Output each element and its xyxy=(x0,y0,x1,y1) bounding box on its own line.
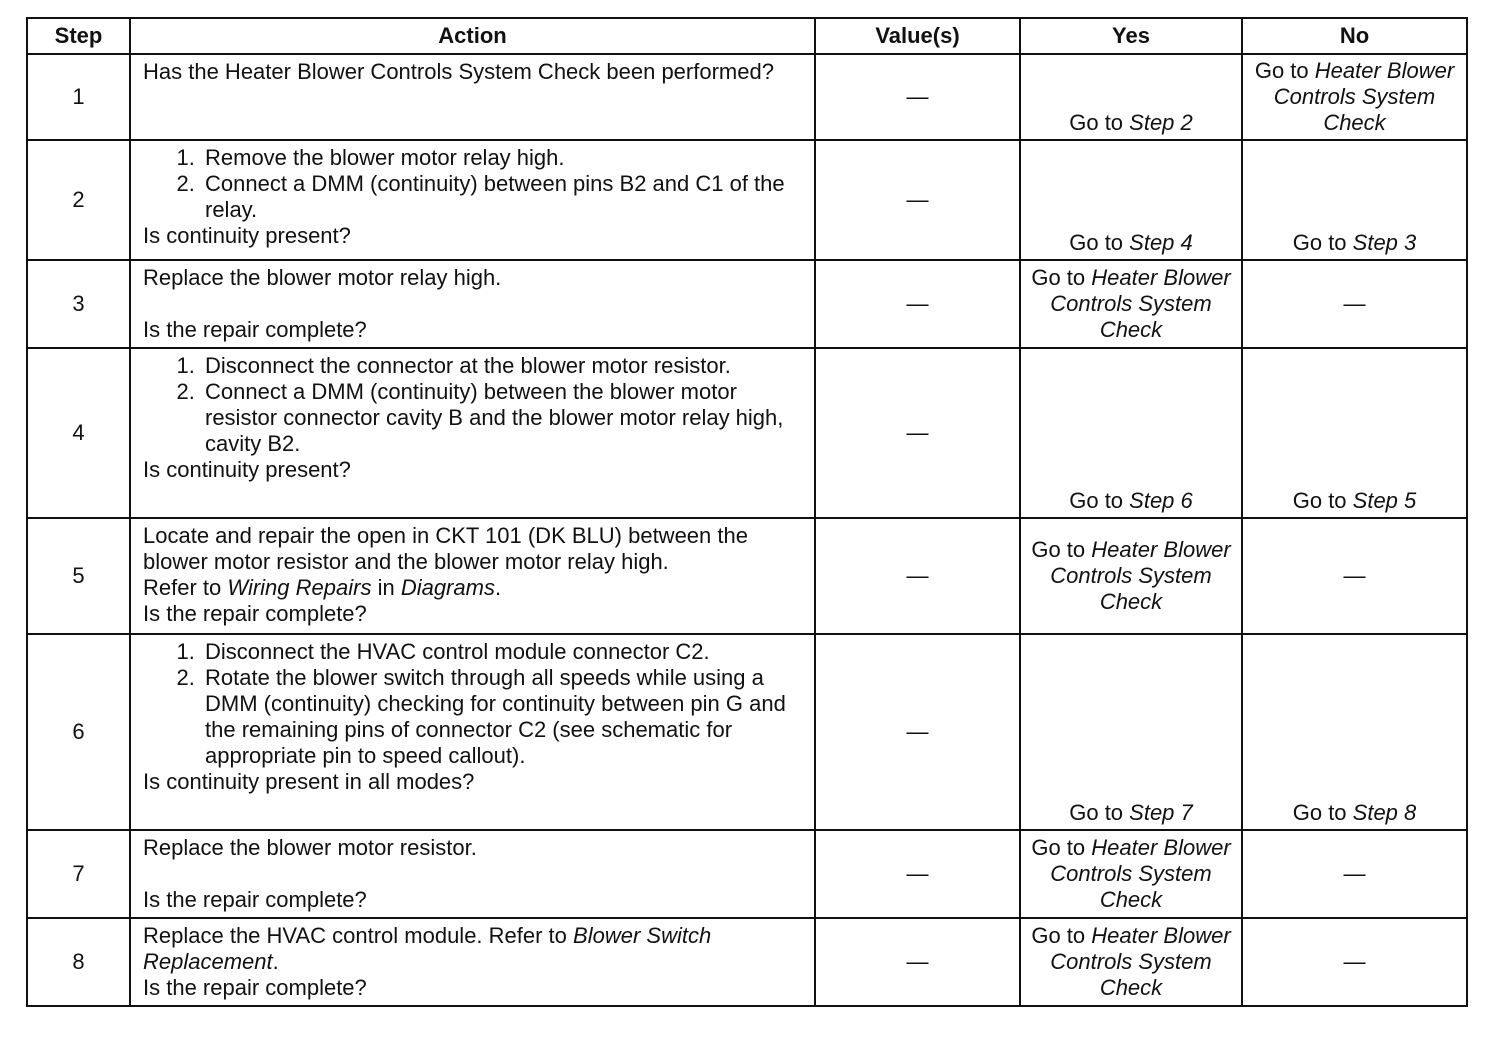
yes-cell xyxy=(1020,918,1242,1006)
header-action: Action xyxy=(130,18,815,54)
action-cell xyxy=(130,518,815,634)
step-link[interactable]: Step 8 xyxy=(1352,800,1417,825)
step-link[interactable]: Step 5 xyxy=(1352,488,1417,513)
action-cell xyxy=(130,634,815,830)
no-cell: — xyxy=(1242,918,1467,1006)
header-step: Step xyxy=(27,18,130,54)
action-cell xyxy=(130,348,815,518)
no-cell: — xyxy=(1242,830,1467,918)
action-cell xyxy=(130,54,815,140)
no-cell: — xyxy=(1242,518,1467,634)
header-values: Value(s) xyxy=(815,18,1020,54)
step-number: 6 xyxy=(27,634,130,830)
substep: 2. Rotate the blower switch through all speeds while using a DMM (continuity) checking for continuity between pin G and the remaining pins of connector C2 (see schematic for appropriate pin to speed callout). xyxy=(201,665,804,769)
action-cell xyxy=(130,830,815,918)
substep-list xyxy=(143,145,804,223)
step-number: 7 xyxy=(27,830,130,918)
diagnostic-table xyxy=(26,17,1468,1007)
no-cell xyxy=(1242,348,1467,518)
value-cell: — xyxy=(815,260,1020,348)
yes-cell xyxy=(1020,348,1242,518)
substep-list xyxy=(143,639,804,769)
question: Is the repair complete? xyxy=(143,887,367,912)
substep: 1. Disconnect the HVAC control module connector C2. xyxy=(201,639,804,665)
substep: 1. Disconnect the connector at the blower motor resistor. xyxy=(201,353,804,379)
action-cell xyxy=(130,260,815,348)
no-cell xyxy=(1242,140,1467,260)
table-row xyxy=(27,830,1467,918)
goto-prefix: Go to xyxy=(1292,230,1353,255)
value-cell: — xyxy=(815,830,1020,918)
value-cell: — xyxy=(815,518,1020,634)
goto-prefix: Go to xyxy=(1031,264,1092,290)
header-yes: Yes xyxy=(1020,18,1242,54)
table-row xyxy=(27,348,1467,518)
goto-prefix: Go to xyxy=(1031,834,1092,860)
action-text: Replace the blower motor relay high. xyxy=(143,265,502,290)
step-link[interactable]: Step 4 xyxy=(1129,230,1193,255)
action-text: Locate and repair the open in CKT 101 (DK BLU) between the blower motor resistor and the blower motor relay high. xyxy=(143,523,748,574)
step-link[interactable]: Step 6 xyxy=(1129,488,1193,513)
yes-cell xyxy=(1020,518,1242,634)
yes-cell xyxy=(1020,54,1242,140)
header-row xyxy=(27,18,1467,54)
table-row xyxy=(27,54,1467,140)
step-number: 1 xyxy=(27,54,130,140)
question: Is continuity present? xyxy=(143,457,351,482)
value-cell: — xyxy=(815,54,1020,140)
diagrams-link[interactable]: Diagrams xyxy=(400,575,495,600)
table-row xyxy=(27,260,1467,348)
step-number: 3 xyxy=(27,260,130,348)
action-suffix: . xyxy=(272,949,279,974)
substep: 1. Remove the blower motor relay high. xyxy=(201,145,804,171)
refer-prefix: Refer to xyxy=(143,575,228,600)
step-number: 5 xyxy=(27,518,130,634)
goto-prefix: Go to xyxy=(1254,57,1315,83)
system-check-link[interactable]: Heater Blower Controls System Check xyxy=(1050,834,1231,912)
action-text: Replace the HVAC control module. Refer to xyxy=(143,923,574,948)
question: Is the repair complete? xyxy=(143,601,367,626)
goto-prefix: Go to xyxy=(1031,922,1092,948)
step-link[interactable]: Step 3 xyxy=(1352,230,1417,255)
yes-cell xyxy=(1020,634,1242,830)
goto-prefix: Go to xyxy=(1031,536,1092,562)
value-cell: — xyxy=(815,918,1020,1006)
value-cell: — xyxy=(815,140,1020,260)
table-row xyxy=(27,918,1467,1006)
step-number: 8 xyxy=(27,918,130,1006)
system-check-link[interactable]: Heater Blower Controls System Check xyxy=(1273,57,1455,135)
question: Is the repair complete? xyxy=(143,317,367,342)
action-cell xyxy=(130,140,815,260)
system-check-link[interactable]: Heater Blower Controls System Check xyxy=(1050,922,1231,1000)
question: Is continuity present? xyxy=(143,223,351,248)
goto-prefix: Go to xyxy=(1069,110,1130,135)
substep: 2. Connect a DMM (continuity) between the blower motor resistor connector cavity B and the blower motor relay high, cavity B2. xyxy=(201,379,804,457)
goto-prefix: Go to xyxy=(1069,800,1130,825)
system-check-link[interactable]: Heater Blower Controls System Check xyxy=(1050,536,1231,614)
no-cell: — xyxy=(1242,260,1467,348)
substep-list xyxy=(143,353,804,457)
goto-prefix: Go to xyxy=(1292,488,1353,513)
yes-cell xyxy=(1020,140,1242,260)
substep: 2. Connect a DMM (continuity) between pins B2 and C1 of the relay. xyxy=(201,171,804,223)
value-cell: — xyxy=(815,348,1020,518)
goto-prefix: Go to xyxy=(1069,230,1130,255)
goto-prefix: Go to xyxy=(1069,488,1130,513)
step-link[interactable]: Step 2 xyxy=(1129,110,1193,135)
action-text-line xyxy=(143,923,804,975)
step-link[interactable]: Step 7 xyxy=(1129,800,1193,825)
refer-line xyxy=(143,575,804,601)
no-cell xyxy=(1242,54,1467,140)
step-number: 4 xyxy=(27,348,130,518)
action-cell xyxy=(130,918,815,1006)
refer-suffix: . xyxy=(494,575,502,600)
value-cell: — xyxy=(815,634,1020,830)
table-row xyxy=(27,140,1467,260)
action-text: Has the Heater Blower Controls System Check been performed? xyxy=(143,59,774,84)
wiring-repairs-link[interactable]: Wiring Repairs xyxy=(227,575,372,600)
table-row xyxy=(27,518,1467,634)
question: Is the repair complete? xyxy=(143,975,367,1000)
yes-cell xyxy=(1020,260,1242,348)
system-check-link[interactable]: Heater Blower Controls System Check xyxy=(1050,264,1231,342)
blower-switch-replacement-link[interactable]: Blower Switch Replacement xyxy=(143,923,712,974)
yes-cell xyxy=(1020,830,1242,918)
no-cell xyxy=(1242,634,1467,830)
refer-mid: in xyxy=(371,575,401,600)
action-text: Replace the blower motor resistor. xyxy=(143,835,477,860)
step-number: 2 xyxy=(27,140,130,260)
header-no: No xyxy=(1242,18,1467,54)
goto-prefix: Go to xyxy=(1292,800,1353,825)
table-row xyxy=(27,634,1467,830)
question: Is continuity present in all modes? xyxy=(143,769,475,794)
